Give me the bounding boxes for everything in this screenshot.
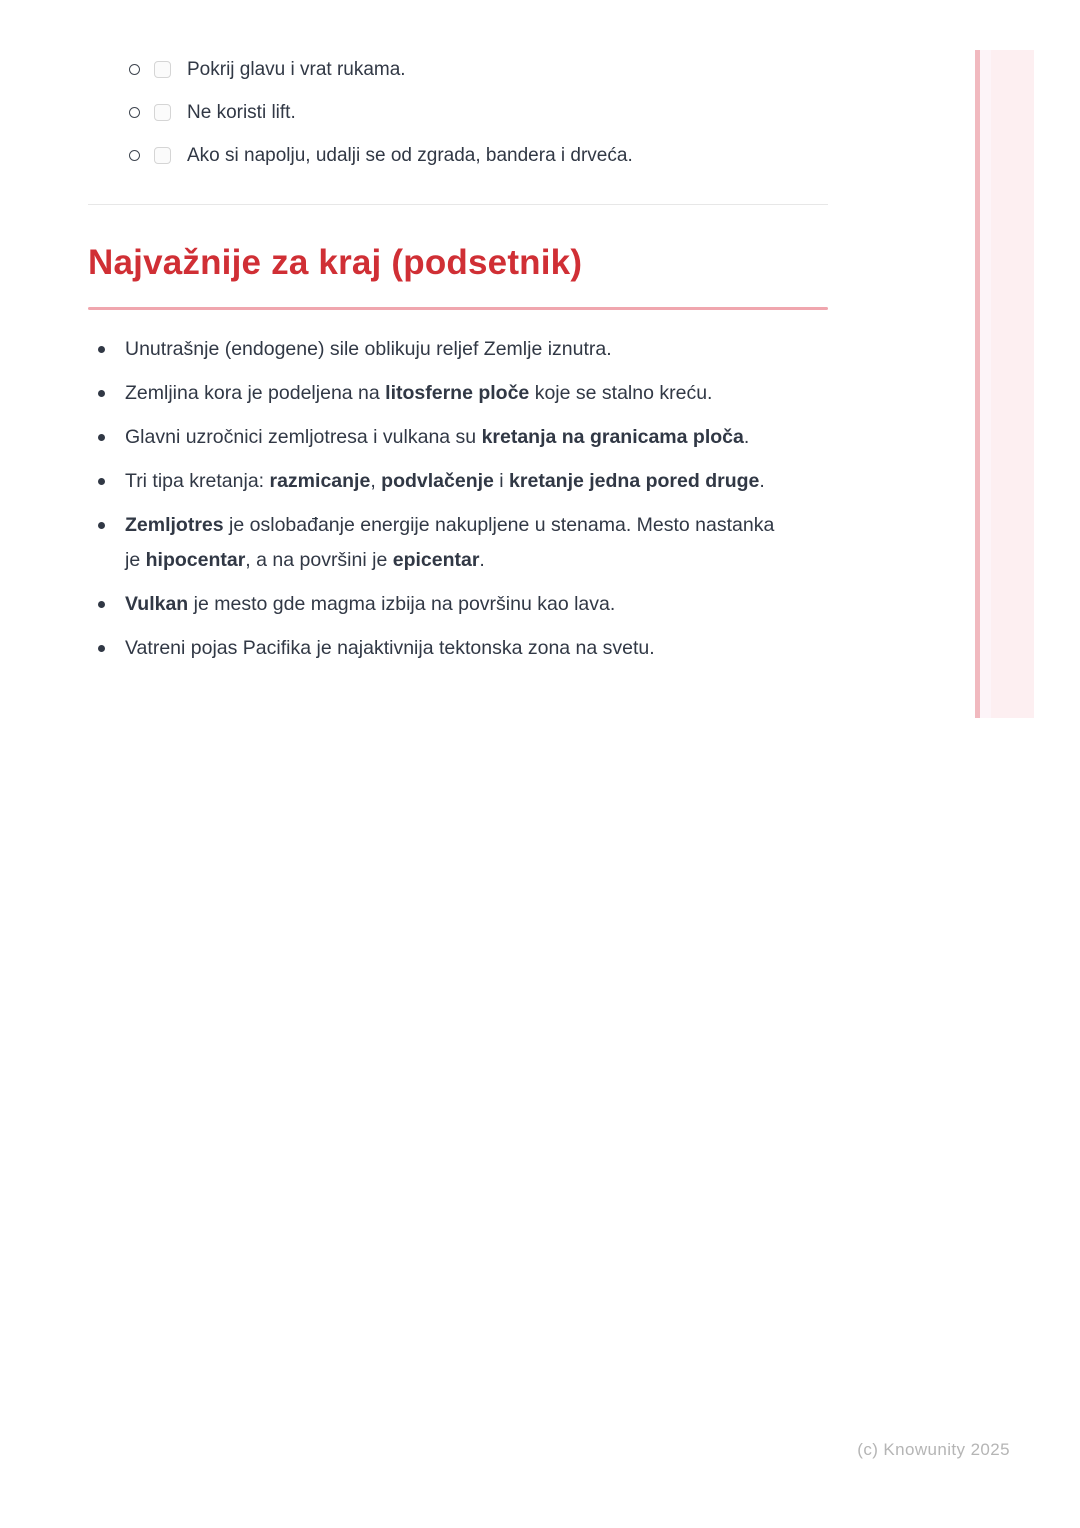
summary-bullet: Glavni uzročnici zemljotresa i vulkana su kretanja na granicama ploča.	[88, 420, 828, 455]
page-accent-bar	[975, 50, 1034, 718]
checkbox-icon[interactable]	[154, 104, 171, 121]
checkbox-icon[interactable]	[154, 61, 171, 78]
bullet-dot-icon	[98, 390, 105, 397]
checklist-item-label: Ne koristi lift.	[187, 101, 296, 123]
title-underline	[88, 307, 828, 310]
summary-bullet: Vatreni pojas Pacifika je najaktivnija tektonska zona na svetu.	[88, 631, 828, 666]
circle-bullet-icon	[129, 107, 140, 118]
bullet-dot-icon	[98, 522, 105, 529]
circle-bullet-icon	[129, 150, 140, 161]
bullet-dot-icon	[98, 645, 105, 652]
bullet-dot-icon	[98, 346, 105, 353]
summary-bullet: Vulkan je mesto gde magma izbija na površinu kao lava.	[88, 587, 828, 622]
summary-list	[88, 332, 828, 666]
footer-credit: (c) Knowunity 2025	[857, 1440, 1010, 1459]
document-content	[88, 0, 828, 675]
checklist-item	[88, 134, 828, 177]
summary-bullet: Zemljina kora je podeljena na litosferne ploče koje se stalno kreću.	[88, 376, 828, 411]
bullet-dot-icon	[98, 478, 105, 485]
checklist-item-label: Pokrij glavu i vrat rukama.	[187, 58, 406, 80]
checklist-item	[88, 48, 828, 91]
checklist-item-label: Ako si napolju, udalji se od zgrada, bandera i drveća.	[187, 144, 633, 166]
checklist-item	[88, 91, 828, 134]
summary-bullet: Unutrašnje (endogene) sile oblikuju reljef Zemlje iznutra.	[88, 332, 828, 367]
bullet-dot-icon	[98, 434, 105, 441]
safety-checklist	[88, 48, 828, 177]
circle-bullet-icon	[129, 64, 140, 75]
summary-bullet: Zemljotres je oslobađanje energije nakupljene u stenama. Mesto nastanka je hipocentar, a na površini je epicentar.	[88, 508, 828, 578]
summary-bullet: Tri tipa kretanja: razmicanje, podvlačenje i kretanje jedna pored druge.	[88, 464, 828, 499]
section-divider	[88, 204, 828, 205]
section-title: Najvažnije za kraj (podsetnik)	[88, 243, 583, 282]
checkbox-icon[interactable]	[154, 147, 171, 164]
bullet-dot-icon	[98, 601, 105, 608]
